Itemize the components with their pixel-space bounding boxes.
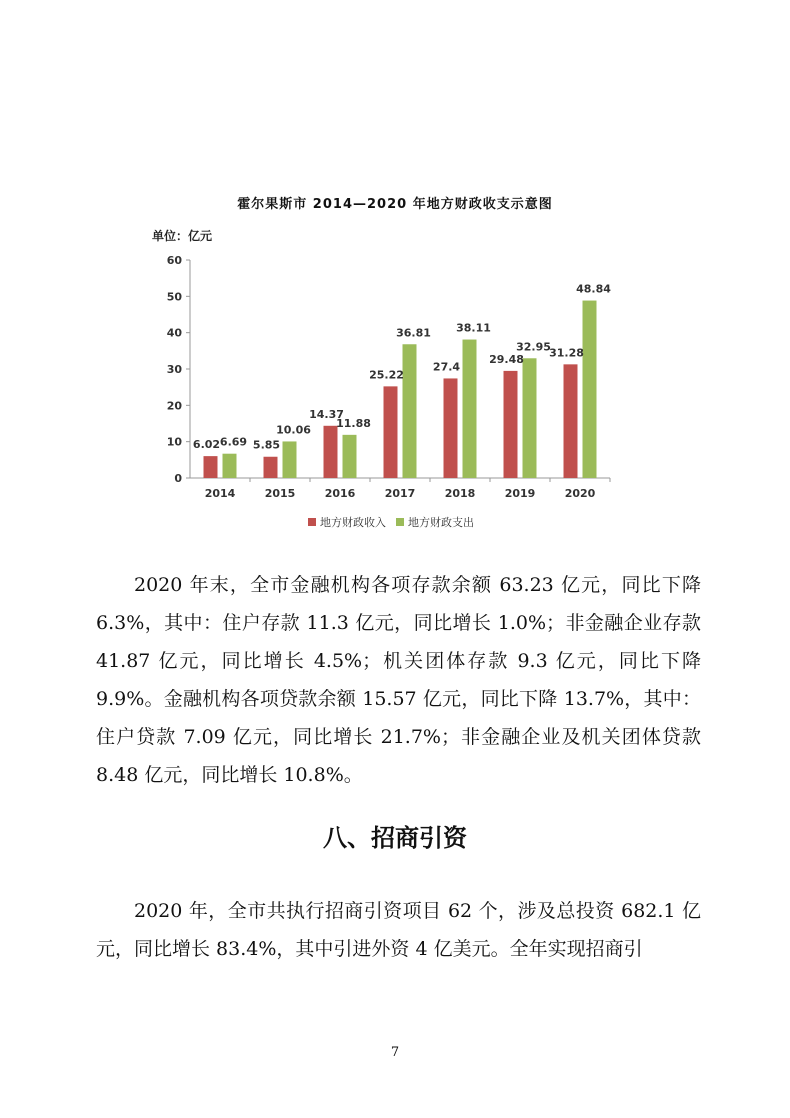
legend-label-expenditure: 地方财政支出 <box>408 516 474 529</box>
x-tick-label: 2019 <box>504 487 536 500</box>
x-tick-label: 2015 <box>264 487 296 500</box>
x-tick-label: 2018 <box>444 487 476 500</box>
bar-revenue <box>264 457 278 478</box>
bar-expenditure <box>463 340 477 478</box>
legend-swatch-revenue <box>308 518 316 526</box>
y-tick-label: 0 <box>174 472 182 485</box>
y-tick-label: 50 <box>166 290 182 304</box>
bar-expenditure <box>223 454 237 478</box>
x-tick-label: 2017 <box>384 487 416 500</box>
paragraph-investment: 2020 年，全市共执行招商引资项目 62 个，涉及总投资 682.1 亿元，同比增长 83.4%，其中引进外资 4 亿美元。全年实现招商引 <box>96 900 701 960</box>
data-label-revenue: 31.28 <box>549 346 584 360</box>
x-tick-label: 2016 <box>324 487 356 500</box>
unit-label: 单位：亿元 <box>152 229 213 243</box>
data-label-expenditure: 38.11 <box>456 321 491 335</box>
paragraph-finance: 2020 年末，全市金融机构各项存款余额 63.23 亿元，同比下降 6.3%，其中：住户存款 11.3 亿元，同比增长 1.0%；非金融企业存款 41.87 亿元，同比增长 4.5%；机关团体存款 9.3 亿元，同比下降 9.9%。金融机构各项贷款余额 15.57 亿元，同比下降 13.7%，其中：住户贷款 7.09 亿元，同比增长 21.7%；非金融企业及机关团体贷款 8.48 亿元，同比增长 10.8%。 <box>96 574 701 786</box>
data-label-revenue: 25.22 <box>369 368 404 382</box>
bar-expenditure <box>283 441 297 478</box>
bar-revenue <box>444 378 458 478</box>
data-label-revenue: 5.85 <box>252 438 281 452</box>
x-tick-label: 2020 <box>564 487 596 500</box>
legend-swatch-expenditure <box>396 518 404 526</box>
data-label-expenditure: 6.69 <box>219 435 248 449</box>
data-label-expenditure: 11.88 <box>336 416 371 430</box>
bar-expenditure <box>343 435 357 478</box>
data-label-expenditure: 32.95 <box>516 340 551 354</box>
bar-expenditure <box>583 301 597 478</box>
section-heading: 八、招商引资 <box>323 824 467 852</box>
legend-label-revenue: 地方财政收入 <box>320 516 386 529</box>
data-label-revenue: 14.37 <box>309 407 344 421</box>
x-tick-label: 2014 <box>204 487 236 500</box>
y-tick-label: 40 <box>166 326 182 340</box>
y-tick-label: 60 <box>166 254 182 267</box>
page-number: 7 <box>390 1045 400 1060</box>
y-tick-label: 10 <box>166 435 182 449</box>
bar-expenditure <box>523 358 537 478</box>
revenue-expenditure-chart <box>140 222 620 542</box>
data-label-expenditure: 10.06 <box>276 423 311 437</box>
bar-revenue <box>324 426 338 478</box>
data-label-revenue: 29.48 <box>489 352 524 366</box>
data-label-revenue: 27.4 <box>432 360 461 374</box>
y-tick-label: 20 <box>166 399 182 413</box>
bar-revenue <box>504 371 518 478</box>
data-label-revenue: 6.02 <box>192 438 221 452</box>
bar-revenue <box>384 386 398 478</box>
y-tick-label: 30 <box>166 363 182 376</box>
data-label-expenditure: 48.84 <box>576 282 611 296</box>
bar-expenditure <box>403 344 417 478</box>
chart-title: 霍尔果斯市 2014—2020 年地方财政收支示意图 <box>237 197 553 212</box>
data-label-expenditure: 36.81 <box>396 326 431 340</box>
bar-revenue <box>204 456 218 478</box>
bar-revenue <box>564 364 578 478</box>
